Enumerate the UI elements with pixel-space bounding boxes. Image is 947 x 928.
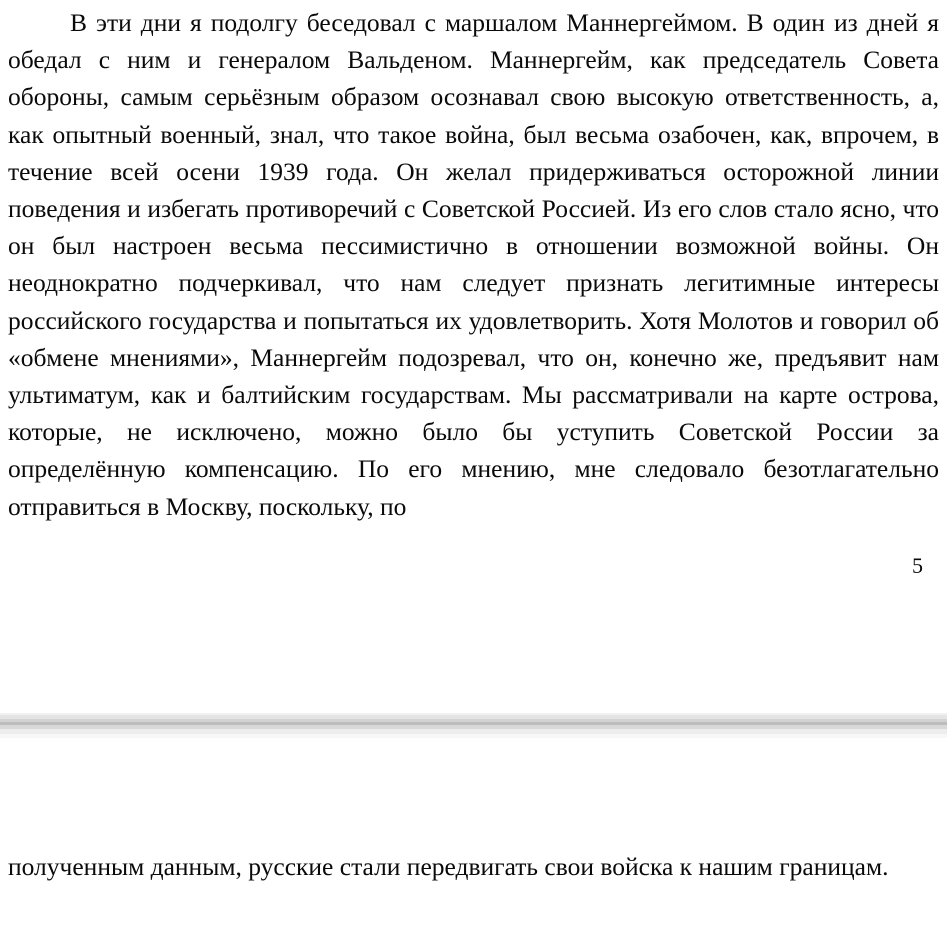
- paragraph: полученным данным, русские стали передвигать свои войска к нашим границам.: [8, 852, 889, 881]
- page-number: 5: [912, 552, 923, 578]
- paragraph: В эти дни я подолгу беседовал с маршалом Маннергеймом. В один из дней я обедал с ним и генералом Вальденом. Маннергейм, как председатель Совета обороны, самым серьёзным образом осознавал свою высокую ответственность, а, как опытный военный, знал, что такое война, был весьма озабочен, как, впрочем, в течение всей осени 1939 года. Он желал придерживаться осторожной линии поведения и избегать противоречий с Советской Россией. Из его слов стало ясно, что он был настроен весьма пессимистично в отношении возможной войны. Он неоднократно подчеркивал, что нам следует признать легитимные интересы российского государства и попытаться их удовлетворить. Хотя Молотов и говорил об «обмене мнениями», Маннергейм подозревал, что он, конечно же, предъявит нам ультиматум, как и балтийским государствам. Мы рассматривали на карте острова, которые, не исключено, можно было бы уступить Советской России за определённую компенсацию. По его мнению, мне следовало безотлагательно отправиться в Москву, поскольку, по: [8, 8, 939, 521]
- document-page-2: [0, 742, 947, 928]
- page-break-divider: [0, 712, 947, 742]
